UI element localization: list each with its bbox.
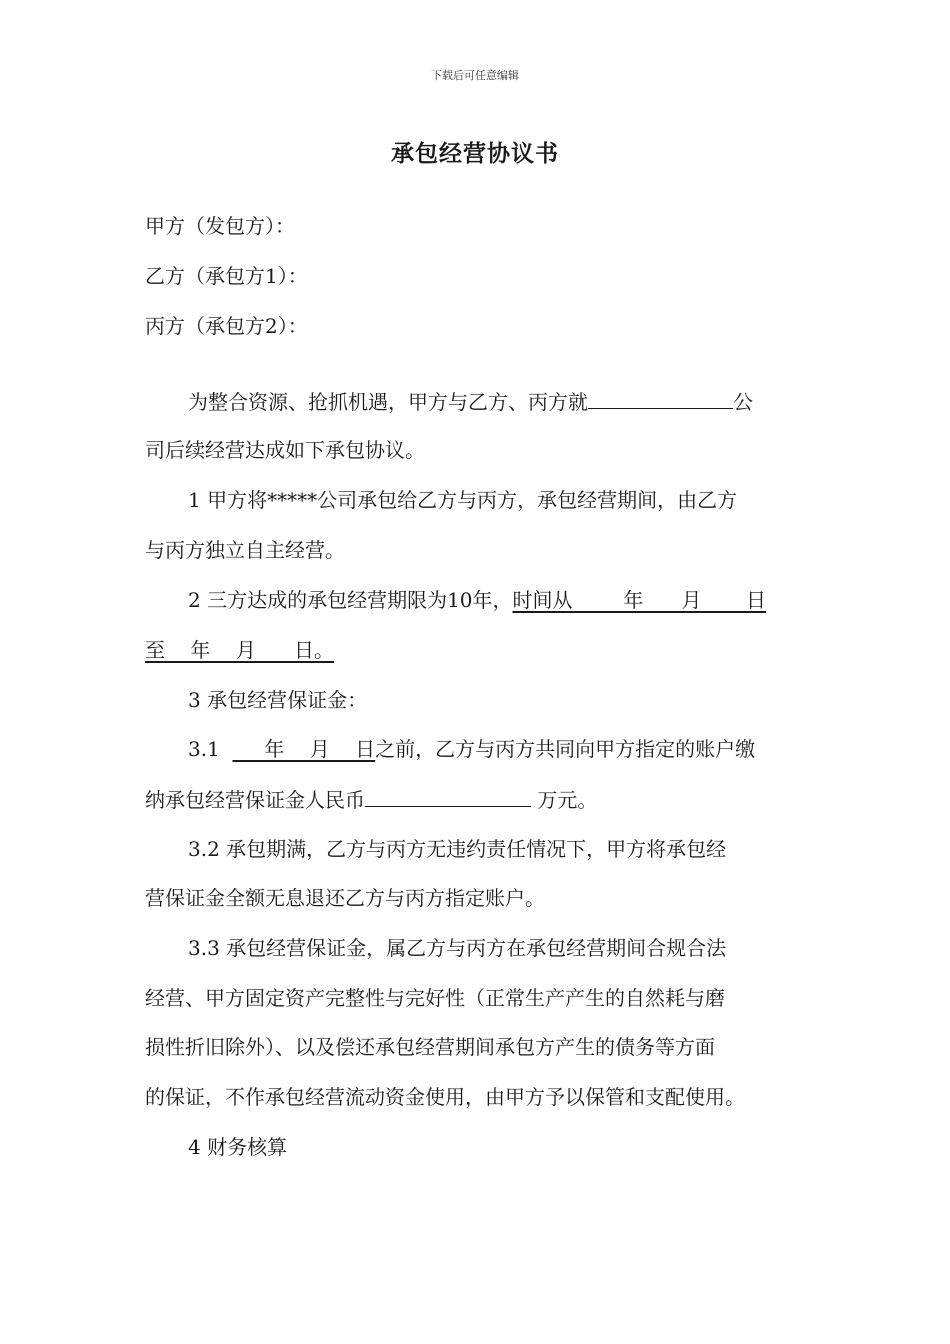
clause-2-text: 2 三方达成的承包经营期限为10年， <box>188 588 513 612</box>
clause-1-line-2: 与丙方独立自主经营。 <box>145 538 345 562</box>
clause-2-line-2 <box>145 636 334 664</box>
clause-3-1-line-1 <box>188 735 755 763</box>
clause-3-heading: 3 承包经营保证金： <box>188 688 368 712</box>
term-start-date: 时间从 年 月 日 <box>512 588 767 612</box>
clause-4-heading: 4 财务核算 <box>188 1135 288 1159</box>
intro-text-tail: 公 <box>733 390 753 414</box>
clause-3-2-line-2: 营保证金全额无息退还乙方与丙方指定账户。 <box>145 886 545 910</box>
deposit-deadline-date: 年 月 日 <box>232 737 376 761</box>
company-name-blank <box>588 388 733 409</box>
clause-2-line-1 <box>188 586 766 614</box>
clause-3-3-line-4: 的保证，不作承包经营流动资金使用，由甲方予以保管和支配使用。 <box>145 1085 745 1109</box>
clause-3-3-line-1: 3.3 承包经营保证金，属乙方与丙方在承包经营期间合规合法 <box>188 936 727 960</box>
intro-line-1 <box>188 388 753 416</box>
header-note: 下载后可任意编辑 <box>431 69 519 82</box>
clause-3-3-line-3: 损性折旧除外）、以及偿还承包经营期间承包方产生的债务等方面 <box>145 1035 715 1059</box>
term-end-date: 至 年 月 日。 <box>145 638 335 662</box>
clause-3-1-unit: 万元。 <box>531 788 598 812</box>
clause-3-3-line-2: 经营、甲方固定资产完整性与完好性（正常生产产生的自然耗与磨 <box>145 986 725 1010</box>
clause-3-1-text: 之前，乙方与丙方共同向甲方指定的账户缴 <box>375 737 756 761</box>
deposit-amount-blank <box>365 786 531 807</box>
party-c-line: 丙方（承包方2）： <box>145 314 308 338</box>
intro-text: 为整合资源、抢抓机遇，甲方与乙方、丙方就 <box>188 390 588 414</box>
clause-3-1-text-2: 纳承包经营保证金人民币 <box>145 788 365 812</box>
party-b-line: 乙方（承包方1）： <box>145 264 308 288</box>
clause-3-1-number: 3.1 <box>188 737 233 761</box>
party-a-line: 甲方（发包方）： <box>145 214 295 238</box>
clause-1-line-1: 1 甲方将*****公司承包给乙方与丙方，承包经营期间，由乙方 <box>188 488 738 512</box>
document-title: 承包经营协议书 <box>391 140 559 167</box>
clause-3-2-line-1: 3.2 承包期满，乙方与丙方无违约责任情况下，甲方将承包经 <box>188 837 727 861</box>
clause-3-1-line-2 <box>145 786 597 814</box>
intro-line-2: 司后续经营达成如下承包协议。 <box>145 438 425 462</box>
